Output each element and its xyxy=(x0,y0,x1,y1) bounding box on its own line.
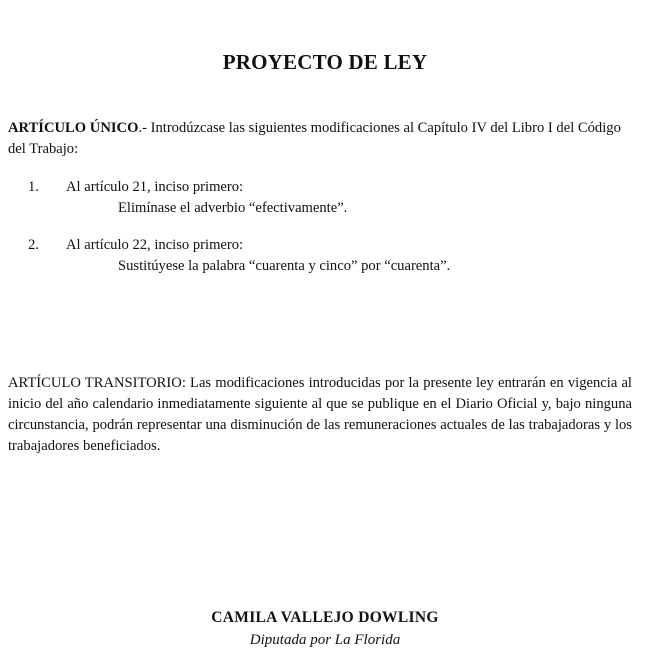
articulo-transitorio-paragraph: ARTÍCULO TRANSITORIO: Las modificaciones introducidas por la presente ley entrarán en vigencia al inicio del año calendario inmediatamente siguiente al que se publique en el Diario Oficial y, bajo ninguna circunstancia, podrán representar una disminución de las remuneraciones actuales de las trabajadoras y los trabajadores beneficiados. xyxy=(8,375,632,454)
list-item xyxy=(0,177,650,219)
list-item-text: Al artículo 22, inciso primero: xyxy=(66,237,244,253)
list-item-text: Al artículo 21, inciso primero: xyxy=(66,179,244,195)
list-item-detail: Elimínase el adverbio “efectivamente”. xyxy=(118,200,348,216)
list-item-number: 2. xyxy=(28,237,39,253)
articulo-unico-heading: ARTÍCULO ÚNICO xyxy=(8,120,139,136)
articulo-unico-paragraph xyxy=(8,118,630,160)
list-item xyxy=(0,235,650,277)
articulo-unico-text: .- Introdúzcase las siguientes modificaciones al Capítulo IV del Libro I del Código del Trabajo: xyxy=(8,120,621,157)
document-title: PROYECTO DE LEY xyxy=(222,50,428,74)
list-item-number: 1. xyxy=(28,179,39,195)
signature-role: Diputada por La Florida xyxy=(249,632,401,648)
list-item-detail: Sustitúyese la palabra “cuarenta y cinco” por “cuarenta”. xyxy=(118,258,451,274)
signature-name: CAMILA VALLEJO DOWLING xyxy=(211,609,439,626)
